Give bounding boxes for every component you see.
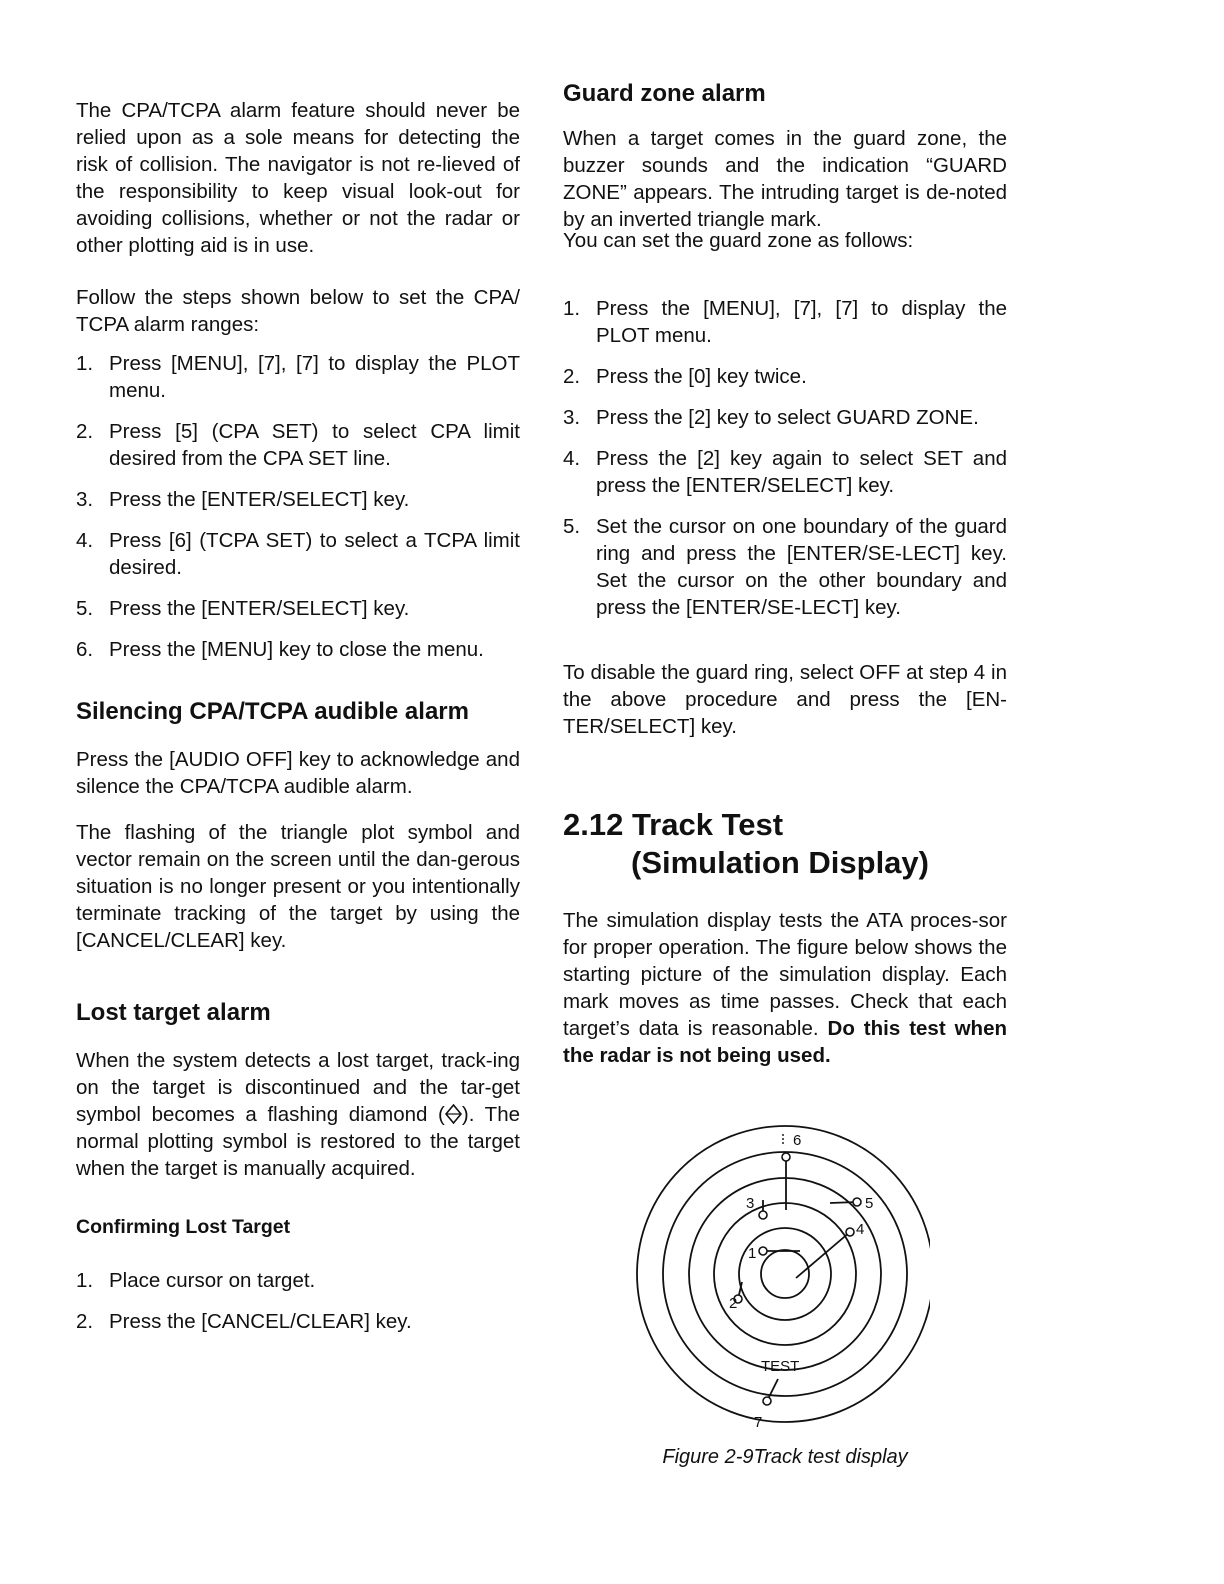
lost-target-paragraph bbox=[76, 1047, 520, 1182]
step-number: 1. bbox=[76, 352, 94, 375]
step-text: Press the [ENTER/SELECT] key. bbox=[109, 488, 410, 511]
guard-zone-heading: Guard zone alarm bbox=[563, 80, 766, 107]
target-5-symbol bbox=[853, 1198, 861, 1206]
disable-guard-paragraph: To disable the guard ring, select OFF at step 4 in the above procedure and press the [EN-TER/SELECT] key. bbox=[563, 661, 1007, 738]
cpa-warning-paragraph: The CPA/TCPA alarm feature should never be relied upon as a sole means for detecting the risk of collision. The navigator is not re-lieved of the responsibility to keep visual look-out for avoiding collisions, whether or not the radar or other plotting aid is in use. bbox=[76, 99, 520, 257]
target-label-1: 1 bbox=[748, 1245, 757, 1262]
figure-caption: Figure 2-9Track test display bbox=[662, 1446, 908, 1468]
step-number: 3. bbox=[563, 406, 581, 429]
target-1-symbol bbox=[759, 1247, 767, 1255]
cpa-steps-intro: Follow the steps shown below to set the CPA/ TCPA alarm ranges: bbox=[76, 286, 520, 336]
list-item bbox=[563, 513, 1007, 621]
step-number: 5. bbox=[76, 597, 94, 620]
target-label-3: 3 bbox=[746, 1195, 755, 1212]
lost-text-part-1: When the system detects a lost target, track-ing on the target is discontinued and the tar-get symbol becomes a flashing diamond ( bbox=[76, 1049, 520, 1126]
target-label-2: 2 bbox=[729, 1295, 738, 1312]
step-number: 5. bbox=[563, 515, 581, 538]
step-text: Press [5] (CPA SET) to select CPA limit desired from the CPA SET line. bbox=[109, 420, 520, 470]
target-7-symbol bbox=[763, 1397, 771, 1405]
step-text: Place cursor on target. bbox=[109, 1269, 316, 1292]
step-text: Press the [ENTER/SELECT] key. bbox=[109, 597, 410, 620]
step-number: 1. bbox=[563, 297, 581, 320]
step-text: Press the [MENU] key to close the menu. bbox=[109, 638, 484, 661]
silencing-heading: Silencing CPA/TCPA audible alarm bbox=[76, 698, 469, 725]
simulation-text: The simulation display tests the ATA proces-sor for proper operation. The figure below shows the starting picture of the simulation display. Each mark moves as time passes. Check that each target’s data is reasonable. bbox=[563, 909, 1007, 1040]
range-ring-4 bbox=[714, 1203, 856, 1345]
list-item bbox=[563, 363, 1007, 390]
list-item bbox=[563, 445, 1007, 499]
track-test-figure bbox=[630, 1122, 930, 1438]
step-text: Set the cursor on one boundary of the guard ring and press the [ENTER/SE-LECT] key. Set the cursor on the other boundary and press the [ENTER/SE-LECT] key. bbox=[596, 515, 1007, 619]
range-ring-3 bbox=[689, 1178, 881, 1370]
test-label: TEST bbox=[761, 1358, 800, 1375]
list-item bbox=[76, 486, 520, 513]
target-label-4: 4 bbox=[856, 1221, 865, 1238]
range-ring-1 bbox=[637, 1126, 930, 1422]
step-text: Press [MENU], [7], [7] to display the PLOT menu. bbox=[109, 352, 520, 402]
list-item bbox=[76, 1267, 520, 1294]
step-text: Press the [0] key twice. bbox=[596, 365, 807, 388]
vector-4 bbox=[796, 1232, 850, 1278]
section-subtitle: (Simulation Display) bbox=[631, 845, 929, 880]
step-number: 6. bbox=[76, 638, 94, 661]
list-item bbox=[76, 527, 520, 581]
diamond-icon bbox=[445, 1104, 462, 1124]
list-item bbox=[76, 1308, 520, 1335]
step-text: Press the [2] key to select GUARD ZONE. bbox=[596, 406, 979, 429]
target-3-symbol bbox=[759, 1211, 767, 1219]
simulation-bold-text: Do this test when the radar is not being used. bbox=[563, 1017, 1007, 1067]
silencing-paragraph-1: Press the [AUDIO OFF] key to acknowledge and silence the CPA/TCPA audible alarm. bbox=[76, 748, 520, 798]
list-item bbox=[76, 418, 520, 472]
guard-zone-intro: You can set the guard zone as follows: bbox=[563, 229, 914, 252]
step-number: 4. bbox=[76, 529, 94, 552]
cpa-steps-list bbox=[76, 350, 520, 677]
step-text: Press [6] (TCPA SET) to select a TCPA limit desired. bbox=[109, 529, 520, 579]
list-item bbox=[76, 350, 520, 404]
confirming-heading: Confirming Lost Target bbox=[76, 1216, 291, 1238]
lost-text-part-2: ). The normal plotting symbol is restored to the target when the target is manually acquired. bbox=[76, 1103, 520, 1180]
step-text: Press the [2] key again to select SET and press the [ENTER/SELECT] key. bbox=[596, 447, 1007, 497]
step-number: 2. bbox=[563, 365, 581, 388]
target-label-7: 7 bbox=[754, 1414, 763, 1431]
target-label-5: 5 bbox=[865, 1195, 874, 1212]
step-number: 3. bbox=[76, 488, 94, 511]
target-6-symbol bbox=[782, 1153, 790, 1161]
silencing-paragraph-2: The flashing of the triangle plot symbol and vector remain on the screen until the dan-gerous situation is no longer present or you intentionally terminate tracking of the target by using the [CANCEL/CLEAR] key. bbox=[76, 821, 520, 952]
list-item bbox=[76, 595, 520, 622]
step-number: 4. bbox=[563, 447, 581, 470]
step-text: Press the [CANCEL/CLEAR] key. bbox=[109, 1310, 412, 1333]
guard-steps-list bbox=[563, 295, 1007, 635]
lost-target-heading: Lost target alarm bbox=[76, 999, 271, 1026]
confirm-steps-list bbox=[76, 1267, 520, 1349]
simulation-paragraph bbox=[563, 907, 1007, 1069]
range-ring-5 bbox=[739, 1228, 831, 1320]
section-title bbox=[563, 806, 1007, 882]
target-4-symbol bbox=[846, 1228, 854, 1236]
list-item bbox=[563, 404, 1007, 431]
section-number-title: 2.12 Track Test bbox=[563, 807, 784, 842]
step-number: 2. bbox=[76, 420, 94, 443]
step-number: 2. bbox=[76, 1310, 94, 1333]
step-text: Press the [MENU], [7], [7] to display the PLOT menu. bbox=[596, 297, 1007, 347]
list-item bbox=[563, 295, 1007, 349]
guard-zone-paragraph: When a target comes in the guard zone, the buzzer sounds and the indication “GUARD ZONE” appears. The intruding target is de-noted by an inverted triangle mark. bbox=[563, 127, 1007, 231]
step-number: 1. bbox=[76, 1269, 94, 1292]
target-label-6: 6 bbox=[793, 1132, 802, 1149]
list-item bbox=[76, 636, 520, 663]
